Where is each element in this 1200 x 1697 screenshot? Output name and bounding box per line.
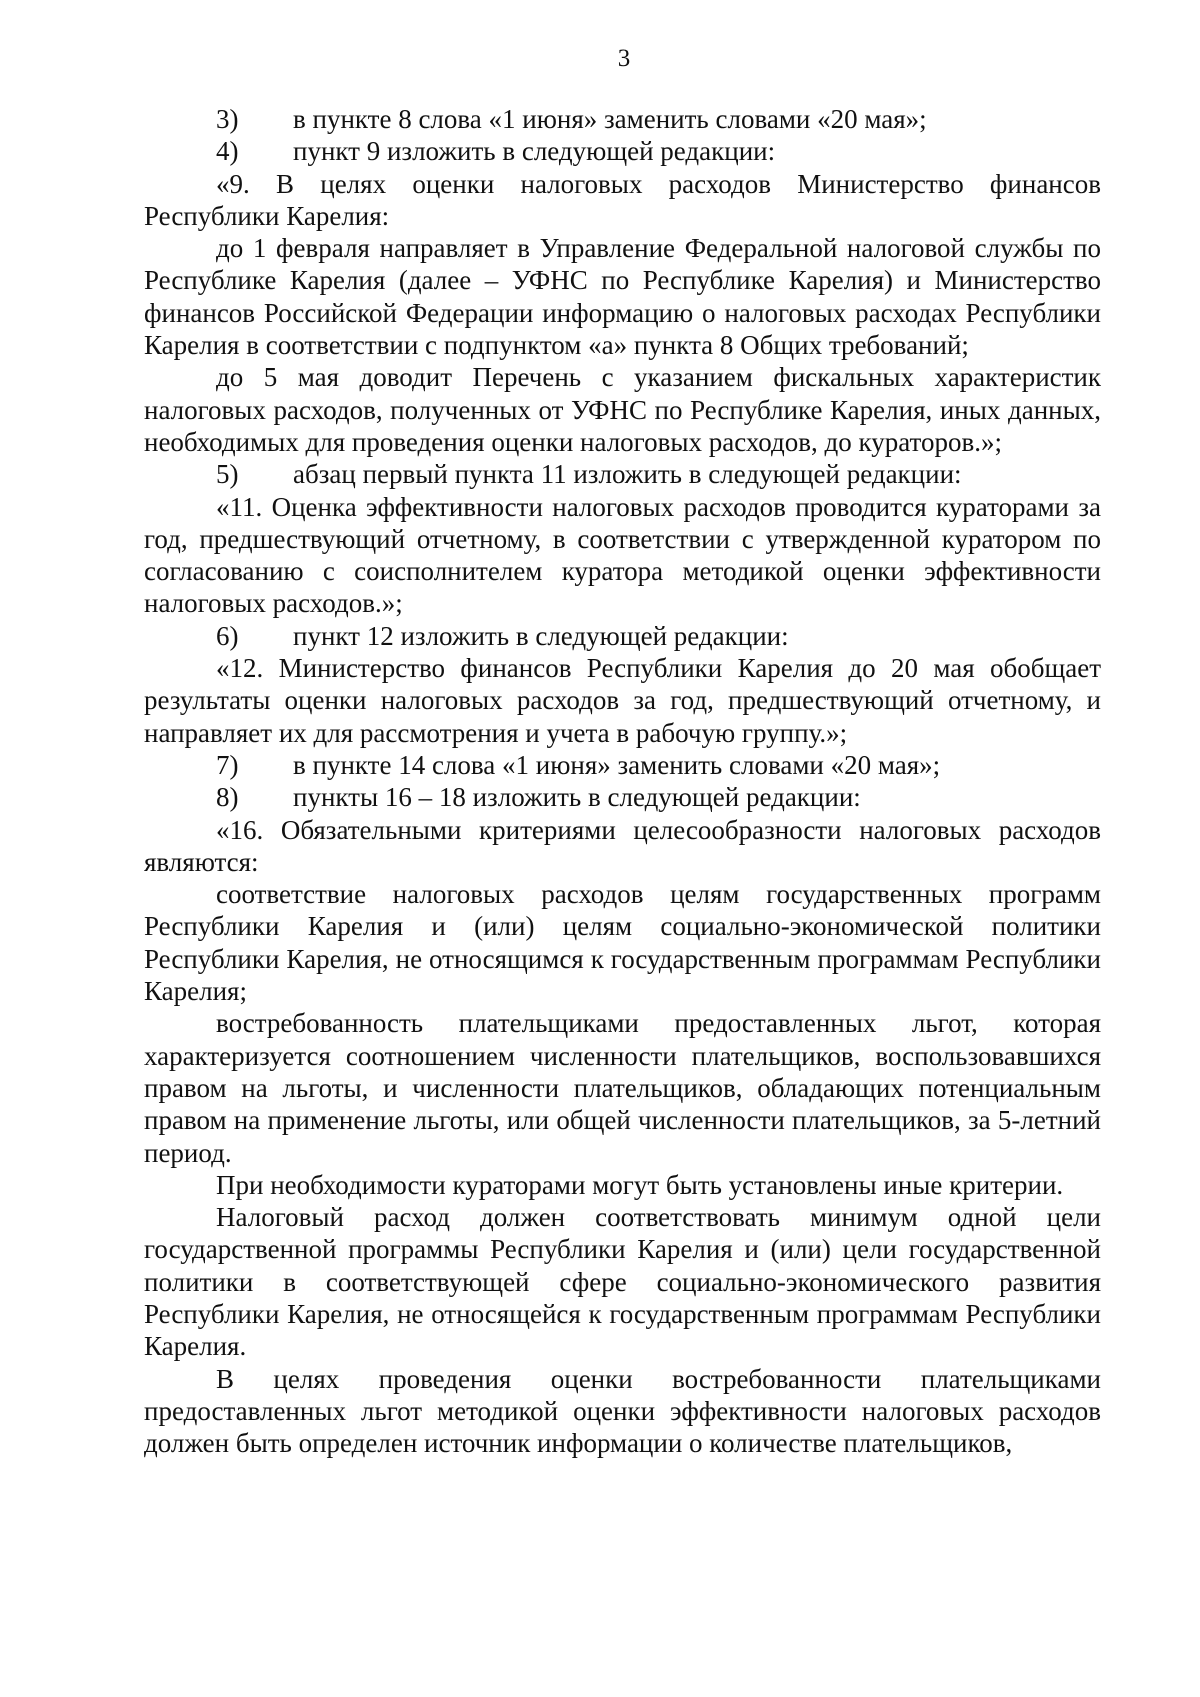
paragraph-point-16: «16. Обязательными критериями целесообразности налоговых расходов являются: (144, 814, 1101, 877)
list-item-text: в пункте 14 слова «1 июня» заменить словами «20 мая»; (293, 749, 941, 780)
list-item-text: абзац первый пункта 11 изложить в следующей редакции: (293, 459, 962, 490)
paragraph-point-11: «11. Оценка эффективности налоговых расходов проводится кураторами за год, предшествующий отчетному, в соответствии с утвержденной куратором по согласованию с соисполнителем куратора методикой оценки эффективности налоговых расходов.»; (144, 491, 1101, 619)
paragraph-criterion-demand: востребованность плательщиками предоставленных льгот, которая характеризуется соотношением численности плательщиков, воспользовавшихся правом на льготы, и численности плательщиков, обладающих потенциальным правом на применение льготы, или общей численности плательщиков, за 5-летний период. (144, 1008, 1101, 1168)
paragraph-criterion-goals: соответствие налоговых расходов целям государственных программ Республики Карелия и (или) целям социально-экономической политики Республики Карелия, не относящимся к государственным программам Республики Карелия; (144, 879, 1101, 1007)
list-item-number: 4) (216, 136, 239, 167)
paragraph-other-criteria: При необходимости кураторами могут быть установлены иные критерии. (216, 1169, 1064, 1200)
list-item-4 (144, 135, 1101, 167)
paragraph-demand-assessment: В целях проведения оценки востребованности плательщиками предоставленных льгот методикой оценки эффективности налоговых расходов должен быть определен источник информации о количестве плательщиков, (144, 1363, 1101, 1459)
list-item-3 (144, 103, 1101, 135)
page-number: 3 (617, 45, 631, 72)
paragraph-point-9: «9. В целях оценки налоговых расходов Министерство финансов Республики Карелия: (144, 168, 1101, 231)
list-item-5 (144, 458, 1101, 490)
list-item-number: 3) (216, 104, 239, 134)
list-item-number: 6) (216, 620, 239, 651)
list-item-7 (144, 749, 1101, 781)
paragraph-point-9-may: до 5 мая доводит Перечень с указанием фискальных характеристик налоговых расходов, полученных от УФНС по Республике Карелия, иных данных, необходимых для проведения оценки налоговых расходов, до кураторов.»; (144, 362, 1101, 457)
list-item-text: в пункте 8 слова «1 июня» заменить словами «20 мая»; (293, 104, 927, 134)
document-body (144, 103, 1101, 1459)
list-item-number: 7) (216, 749, 239, 780)
paragraph-point-12: «12. Министерство финансов Республики Карелия до 20 мая обобщает результаты оценки налоговых расходов за год, предшествующий отчетному, и направляет их для рассмотрения и учета в рабочую группу.»; (144, 653, 1101, 748)
paragraph-tax-expense-goal: Налоговый расход должен соответствовать минимум одной цели государственной программы Республики Карелия и (или) цели государственной политики в соответствующей сфере социально-экономического развития Республики Карелия, не относящейся к государственным программам Республики Карелия. (144, 1202, 1101, 1362)
list-item-text: пункт 12 изложить в следующей редакции: (293, 620, 789, 651)
list-item-text: пункт 9 изложить в следующей редакции: (293, 136, 776, 167)
list-item-number: 8) (216, 782, 239, 813)
paragraph-point-9-february: до 1 февраля направляет в Управление Федеральной налоговой службы по Республике Карелия (далее – УФНС по Республике Карелия) и Министерство финансов Российской Федерации информацию о налоговых расходах Республики Карелия в соответствии с подпунктом «а» пункта 8 Общих требований; (144, 233, 1101, 361)
list-item-number: 5) (216, 459, 239, 490)
list-item-6 (144, 620, 1101, 652)
list-item-8 (144, 781, 1101, 813)
list-item-text: пункты 16 – 18 изложить в следующей редакции: (293, 782, 861, 813)
